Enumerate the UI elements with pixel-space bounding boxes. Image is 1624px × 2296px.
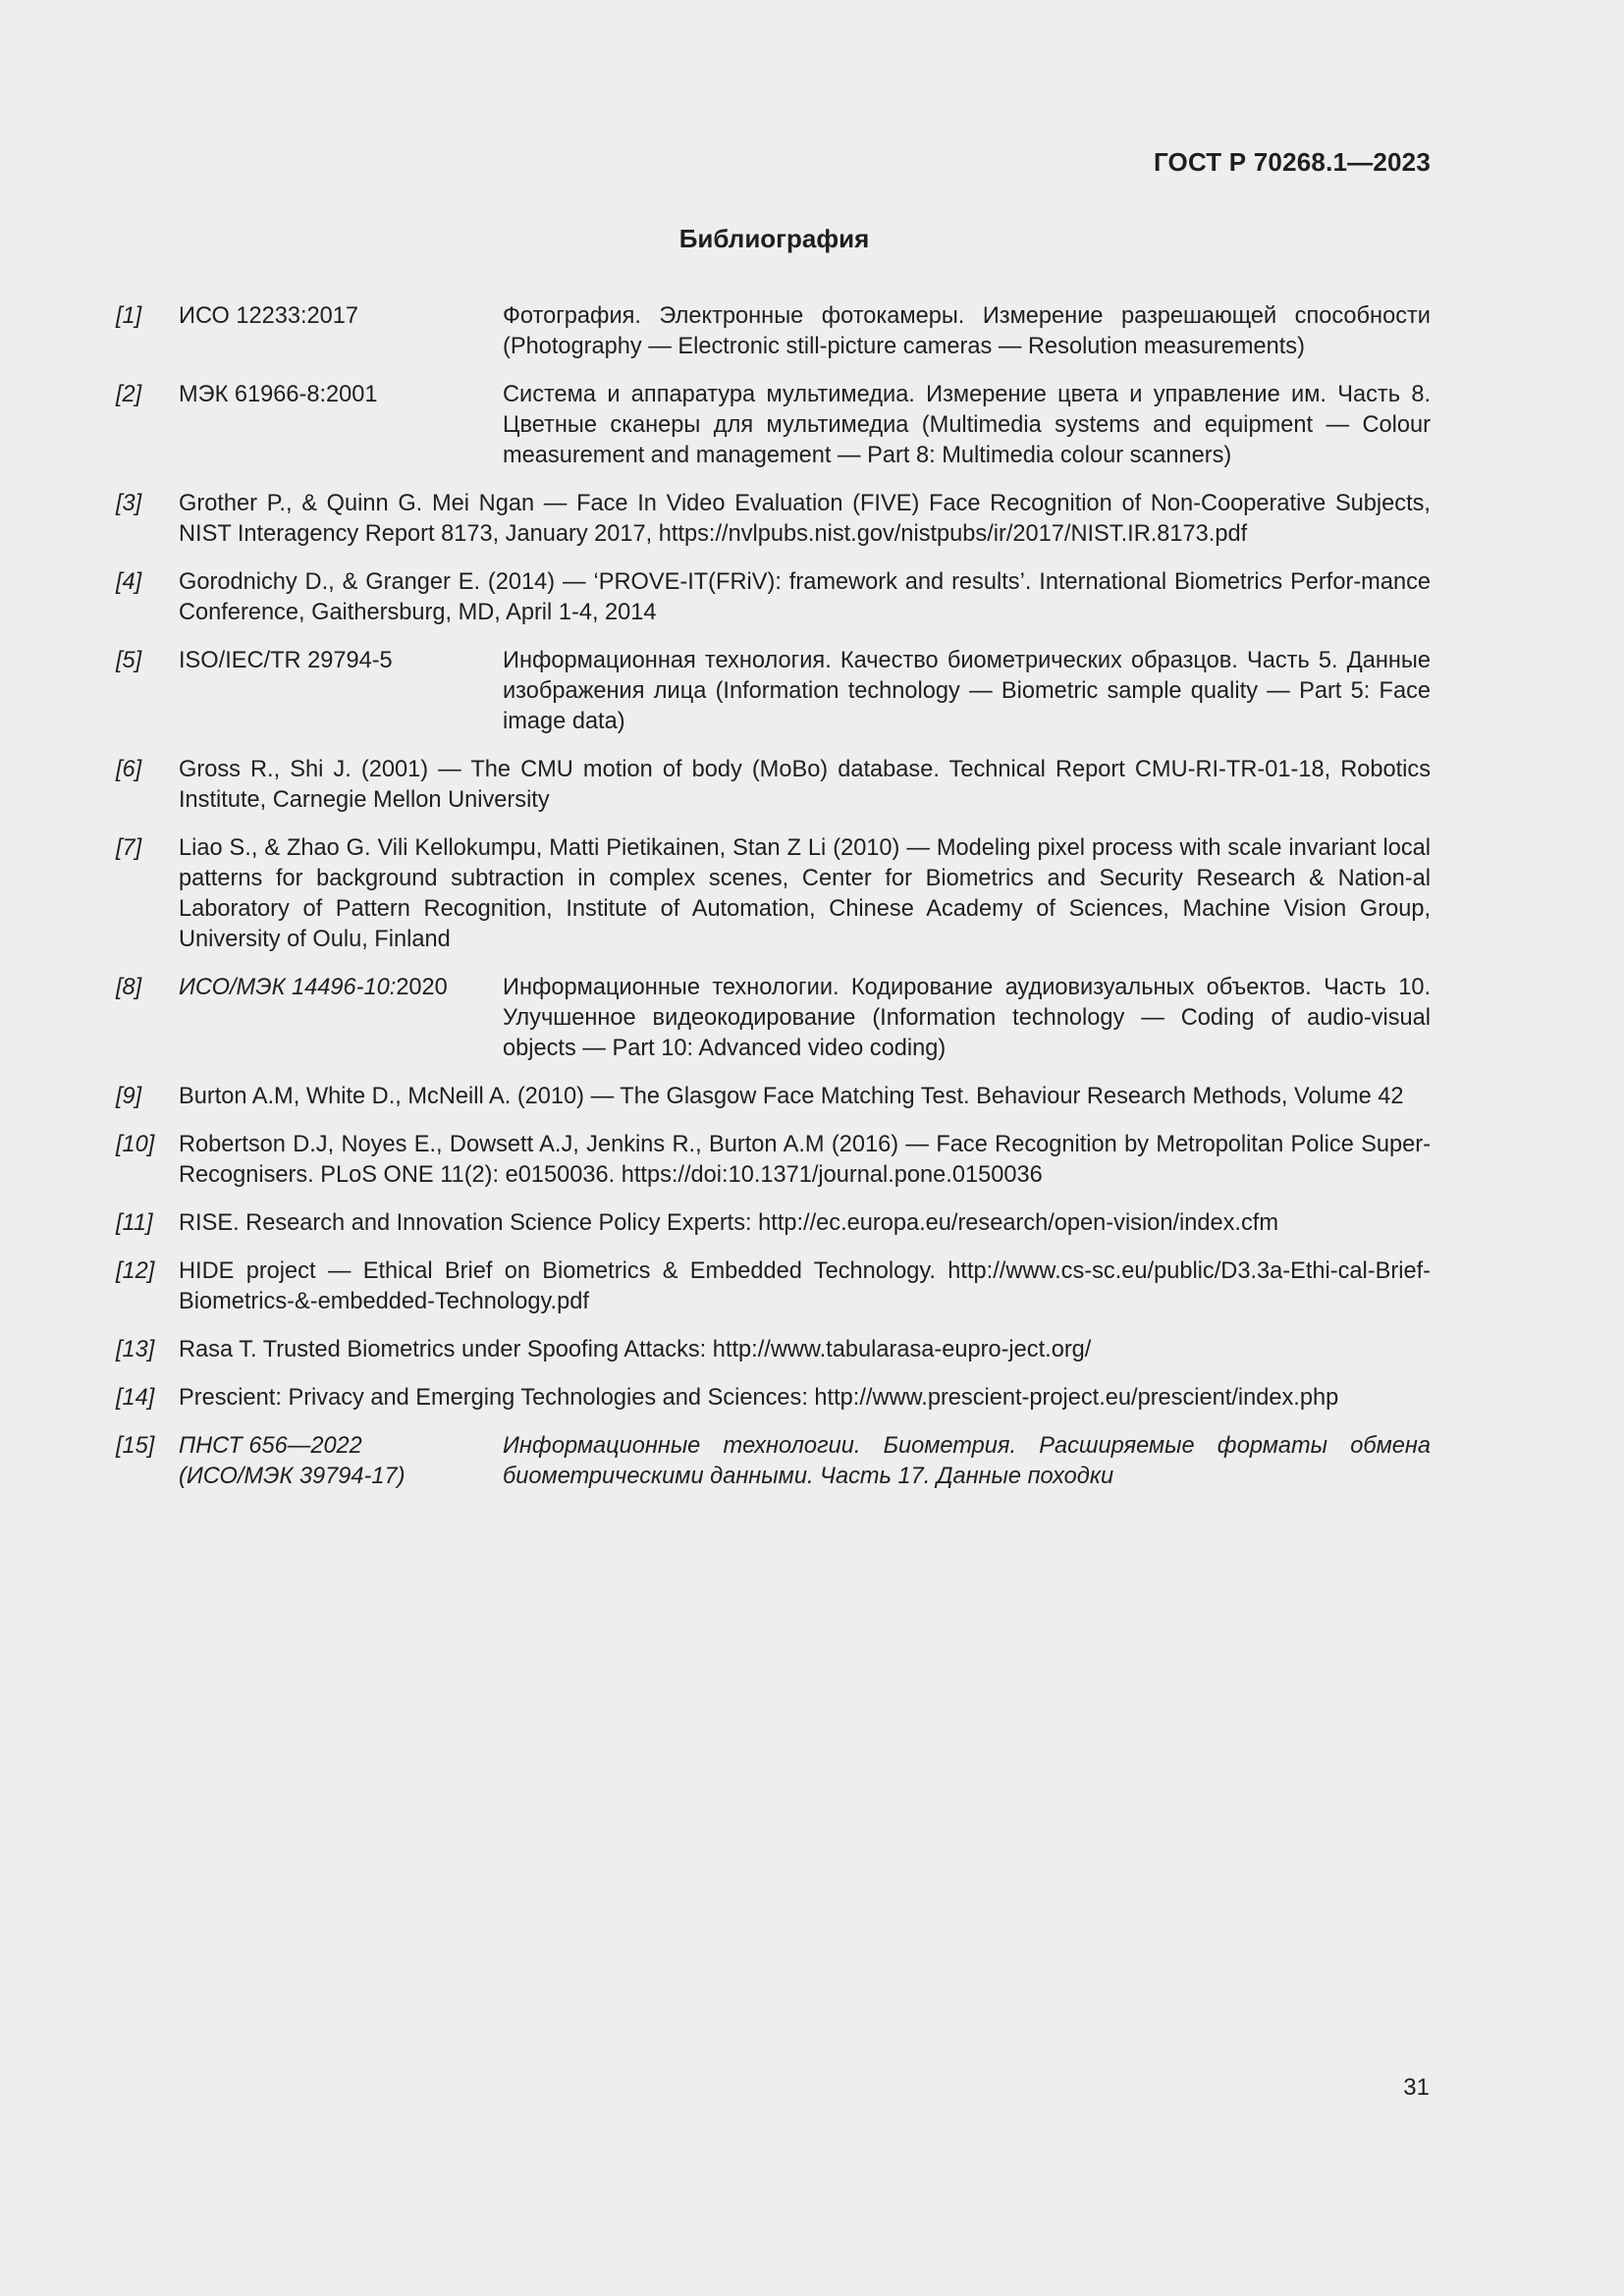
reference-number: [5]: [116, 648, 142, 673]
reference-number: [1]: [116, 303, 142, 329]
reference-text: Grother P., & Quinn G. Mei Ngan — Face In Video Evaluation (FIVE) Face Recognition of Non-Cooperative Subjects, NIST Interagency Report 8173, January 2017, https://nvlpubs.nist.gov/nistpubs/ir/2017/NIST.IR.8173.pdf: [179, 491, 1431, 547]
reference-item-15: [116, 1431, 1431, 1492]
reference-number: [4]: [116, 569, 142, 595]
reference-text: HIDE project — Ethical Brief on Biometrics & Embedded Technology. http://www.cs-sc.eu/public/D3.3a-Ethi-cal-Brief-Biometrics-&-embedded-Technology.pdf: [179, 1258, 1431, 1314]
reference-number: [3]: [116, 491, 142, 516]
reference-item-13: [116, 1335, 1431, 1365]
page-number: 31: [1403, 2074, 1430, 2101]
reference-number: [11]: [116, 1210, 153, 1236]
reference-number: [7]: [116, 835, 142, 861]
reference-source: ИСО 12233:2017: [179, 303, 359, 329]
reference-item-12: [116, 1256, 1431, 1317]
reference-number: [13]: [116, 1337, 155, 1362]
reference-source-line-2: (ИСО/МЭК 39794-17): [179, 1464, 406, 1489]
reference-number: [8]: [116, 975, 142, 1000]
reference-description: Фотография. Электронные фотокамеры. Измерение разрешающей способности (Photography — Electronic still-picture cameras — Resolution measurements): [503, 303, 1431, 359]
reference-number: [9]: [116, 1084, 142, 1109]
reference-number: [12]: [116, 1258, 155, 1284]
reference-item-1: [116, 301, 1431, 362]
reference-item-4: [116, 567, 1431, 628]
reference-number: [14]: [116, 1385, 155, 1411]
reference-text: Gross R., Shi J. (2001) — The CMU motion of body (MoBo) database. Technical Report CMU-RI-TR-01-18, Robotics Institute, Carnegie Mellon University: [179, 757, 1431, 813]
reference-text: Gorodnichy D., & Granger E. (2014) — ‘PROVE-IT(FRiV): framework and results’. International Biometrics Perfor-mance Conference, Gaithersburg, MD, April 1-4, 2014: [179, 569, 1431, 625]
reference-source: МЭК 61966-8:2001: [179, 382, 378, 407]
reference-text: RISE. Research and Innovation Science Policy Experts: http://ec.europa.eu/research/open-vision/index.cfm: [179, 1210, 1278, 1236]
document-code: ГОСТ Р 70268.1—2023: [1153, 147, 1431, 177]
reference-item-5: [116, 646, 1431, 737]
reference-source: [179, 1431, 503, 1492]
page-title: Библиография: [678, 224, 870, 253]
reference-item-11: [116, 1208, 1431, 1239]
reference-description: Система и аппаратура мультимедиа. Измерение цвета и управление им. Часть 8. Цветные сканеры для мультимедиа (Multimedia systems and equipment — Colour measurement and management — Part 8: Multimedia colour scanners): [503, 382, 1431, 468]
reference-description: Информационные технологии. Биометрия. Расширяемые форматы обмена биометрическими данными. Часть 17. Данные походки: [503, 1433, 1431, 1489]
reference-source: ISO/IEC/TR 29794-5: [179, 648, 393, 673]
reference-number: [6]: [116, 757, 142, 782]
reference-item-9: [116, 1082, 1431, 1112]
reference-item-10: [116, 1130, 1431, 1191]
reference-text: Burton A.M, White D., McNeill A. (2010) — The Glasgow Face Matching Test. Behaviour Research Methods, Volume 42: [179, 1084, 1404, 1109]
reference-item-2: [116, 380, 1431, 471]
reference-number: [15]: [116, 1433, 155, 1459]
reference-number: [10]: [116, 1132, 155, 1157]
reference-source-line-1: ПНСТ 656—2022: [179, 1433, 362, 1459]
reference-item-6: [116, 755, 1431, 816]
reference-item-8: [116, 973, 1431, 1064]
reference-item-3: [116, 489, 1431, 550]
reference-item-14: [116, 1383, 1431, 1414]
reference-item-7: [116, 833, 1431, 955]
reference-description: Информационные технологии. Кодирование аудиовизуальных объектов. Часть 10. Улучшенное видеокодирование (Information technology — Coding of audio-visual objects — Part 10: Advanced video coding): [503, 975, 1431, 1061]
reference-text: Liao S., & Zhao G. Vili Kellokumpu, Matti Pietikainen, Stan Z Li (2010) — Modeling pixel process with scale invariant local patterns for background subtraction in complex scenes, Center for Biometrics and Security Research & Nation-al Laboratory of Pattern Recognition, Institute of Automation, Chinese Academy of Sciences, Machine Vision Group, University of Oulu, Finland: [179, 835, 1431, 952]
reference-number: [2]: [116, 382, 142, 407]
reference-text: Prescient: Privacy and Emerging Technologies and Sciences: http://www.prescient-project.eu/prescient/index.php: [179, 1385, 1339, 1411]
bibliography-list: [116, 301, 1431, 1510]
reference-description: Информационная технология. Качество биометрических образцов. Часть 5. Данные изображения лица (Information technology — Biometric sample quality — Part 5: Face image data): [503, 648, 1431, 734]
reference-text: Rasa T. Trusted Biometrics under Spoofing Attacks: http://www.tabularasa-eupro-ject.org/: [179, 1337, 1092, 1362]
reference-source-italic: ИСО/МЭК 14496-10:: [179, 975, 397, 1000]
reference-source: [179, 973, 503, 1064]
reference-source-year: 2020: [396, 975, 448, 1000]
reference-text: Robertson D.J, Noyes E., Dowsett A.J, Jenkins R., Burton A.M (2016) — Face Recognition by Metropolitan Police Super-Recognisers. PLoS ONE 11(2): e0150036. https://doi:10.1371/journal.pone.0150036: [179, 1132, 1431, 1188]
